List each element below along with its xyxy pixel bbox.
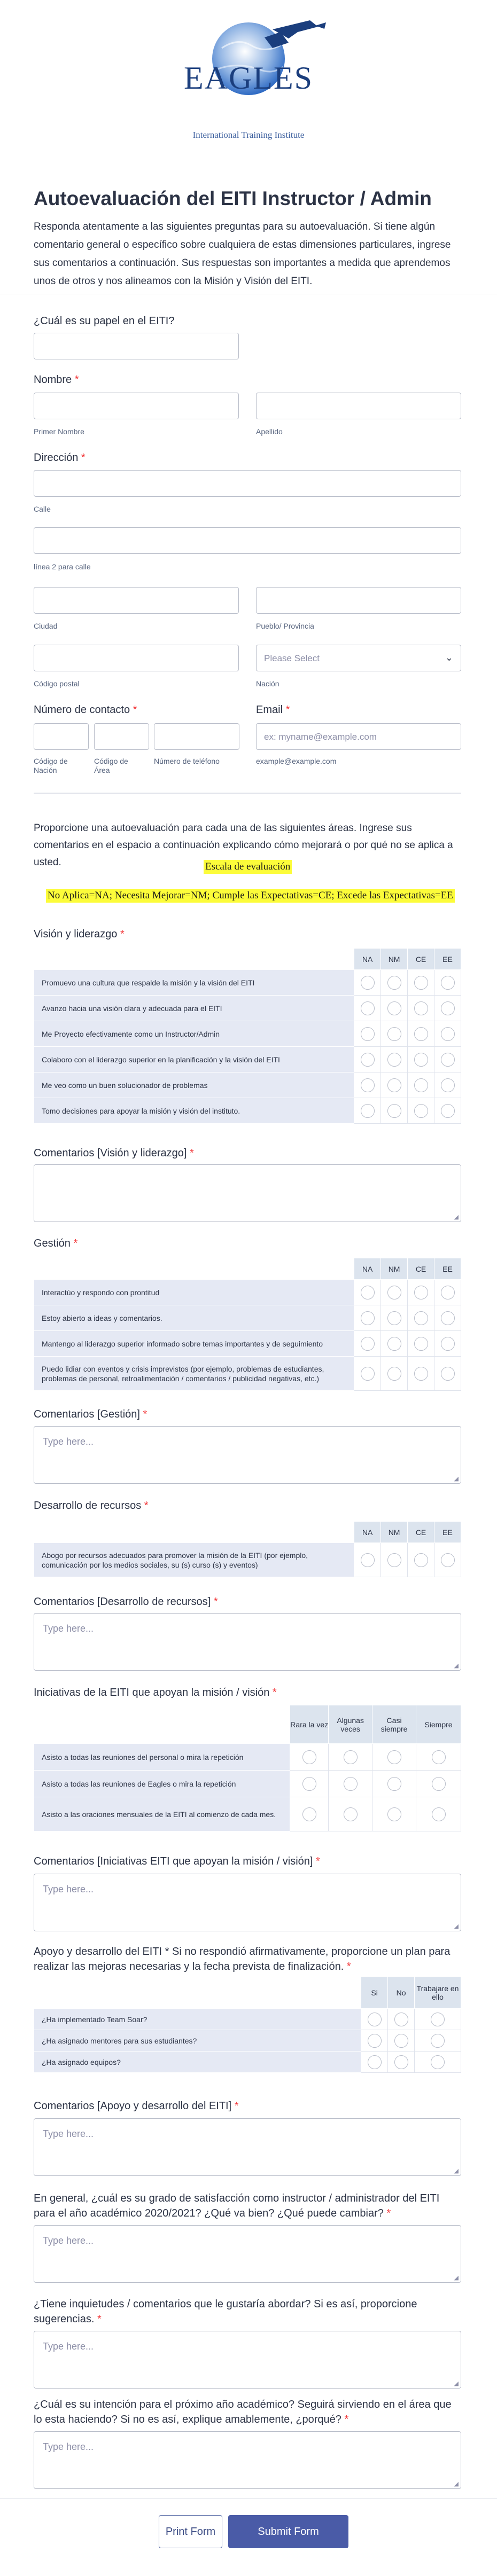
radio-rara-vez[interactable]: [302, 1750, 316, 1764]
matrix-row: [34, 1357, 461, 1391]
radio-ee[interactable]: [441, 1286, 455, 1299]
col-header: NA: [354, 949, 381, 970]
row-label: Abogo por recursos adecuados para promover la misión de la EITI (por ejemplo, comunicación por los medios sociales, su (s) curso (s) y eventos): [34, 1543, 354, 1577]
vision-matrix: [34, 948, 461, 1124]
iniciativas-label: Iniciativas de la EITI que apoyan la misión / visión *: [34, 1687, 277, 1698]
postal-input[interactable]: [34, 645, 239, 671]
radio-algunas-veces[interactable]: [344, 1777, 358, 1791]
gestion-comment-textarea[interactable]: [34, 1426, 461, 1484]
radio-rara-vez[interactable]: [302, 1807, 316, 1821]
recursos-comment-textarea[interactable]: [34, 1613, 461, 1671]
radio-nm[interactable]: [387, 1053, 401, 1067]
eagles-logo: [158, 16, 339, 150]
row-label: Me veo como un buen solucionador de problemas: [34, 1072, 354, 1098]
postal-sublabel: Código postal: [34, 679, 80, 688]
radio-na[interactable]: [361, 1078, 375, 1092]
radio-ce[interactable]: [414, 1027, 428, 1041]
email-input[interactable]: [256, 723, 461, 750]
radio-siempre[interactable]: [432, 1777, 446, 1791]
last-name-sublabel: Apellido: [256, 427, 283, 436]
resize-handle-icon[interactable]: ◢: [454, 1476, 459, 1482]
resize-handle-icon[interactable]: ◢: [454, 2481, 459, 2487]
radio-nm[interactable]: [387, 976, 401, 990]
row-label: Asisto a todas las reuniones del personal o mira la repetición: [34, 1744, 290, 1771]
logo-wordmark: EAGLES: [184, 60, 313, 96]
iniciativas-comment-textarea[interactable]: [34, 1874, 461, 1931]
radio-siempre[interactable]: [432, 1750, 446, 1764]
radio-ce[interactable]: [414, 1337, 428, 1351]
intencion-label: ¿Cuál es su intención para el próximo año académico? Seguirá sirviendo en el área que lo esta haciendo? Si no es así, explique amablemente, ¿porqué? *: [34, 2399, 452, 2425]
matrix-row: [34, 1771, 461, 1797]
section-divider: [34, 793, 461, 794]
iniciativas-comment-label: Comentarios [Iniciativas EITI que apoyan la misión / visión] *: [34, 1855, 320, 1867]
resize-handle-icon[interactable]: ◢: [454, 1923, 459, 1930]
row-label: Estoy abierto a ideas y comentarios.: [34, 1305, 354, 1331]
phone-label: Número de contacto *: [34, 704, 137, 716]
resize-handle-icon[interactable]: ◢: [454, 1663, 459, 1669]
col-header: EE: [434, 1258, 461, 1280]
matrix-row: [34, 996, 461, 1021]
radio-siempre[interactable]: [432, 1807, 446, 1821]
resize-handle-icon[interactable]: ◢: [454, 2381, 459, 2387]
radio-na[interactable]: [361, 1053, 375, 1067]
radio-nm[interactable]: [387, 1027, 401, 1041]
radio-ee[interactable]: [441, 1001, 455, 1015]
page-subtitle: Responda atentamente a las siguientes preguntas para su autoevaluación. Si tiene algún comentario general o específico sobre cualquiera de estas dimensiones particulares, ingrese sus comentarios a continuación. Sus respuestas son importantes a medida que aprendemos unos de otros y nos alineamos con la Misión y Visión del EITI.: [34, 221, 451, 287]
radio-nm[interactable]: [387, 1078, 401, 1092]
radio-ce[interactable]: [414, 1053, 428, 1067]
matrix-row: [34, 1047, 461, 1072]
col-header: Trabajare en ello: [415, 1977, 461, 2009]
resize-handle-icon[interactable]: ◢: [454, 1214, 459, 1220]
recursos-matrix: [34, 1521, 461, 1577]
vision-label: Visión y liderazgo *: [34, 928, 125, 940]
state-input[interactable]: [256, 587, 461, 614]
street-sublabel: Calle: [34, 505, 51, 513]
textarea-placeholder: Type here...: [43, 2128, 94, 2139]
textarea-placeholder: Type here...: [43, 1623, 94, 1634]
matrix-row: [34, 1280, 461, 1305]
radio-casi-siempre[interactable]: [387, 1750, 401, 1764]
iniciativas-matrix: [34, 1705, 461, 1831]
col-header: No: [388, 1977, 415, 2009]
role-label: ¿Cuál es su papel en el EITI?: [34, 315, 175, 327]
textarea-placeholder: Type here...: [43, 2235, 94, 2246]
radio-si[interactable]: [368, 2034, 382, 2048]
gestion-matrix: [34, 1258, 461, 1391]
textarea-placeholder: Type here...: [43, 2441, 94, 2452]
radio-nm[interactable]: [387, 1001, 401, 1015]
col-header: CE: [408, 1258, 434, 1280]
matrix-row: [34, 1021, 461, 1047]
radio-ce[interactable]: [414, 1367, 428, 1381]
matrix-row: [34, 1543, 461, 1577]
logo-tagline: International Training Institute: [192, 130, 305, 140]
gestion-comment-label: Comentarios [Gestión] *: [34, 1408, 147, 1420]
resize-handle-icon[interactable]: ◢: [454, 2168, 459, 2174]
radio-na[interactable]: [361, 976, 375, 990]
radio-ce[interactable]: [414, 1286, 428, 1299]
radio-algunas-veces[interactable]: [344, 1807, 358, 1821]
radio-trabajare[interactable]: [431, 2055, 445, 2069]
matrix-row: [34, 970, 461, 996]
matrix-row: [34, 2009, 461, 2030]
email-sublabel: example@example.com: [256, 757, 337, 765]
gestion-label: Gestión *: [34, 1238, 78, 1249]
country-code-input[interactable]: [34, 723, 89, 750]
area-code-sublabel: Código de Área: [94, 757, 128, 774]
radio-ee[interactable]: [441, 1553, 455, 1567]
col-header: Algunas veces: [329, 1705, 372, 1744]
col-header: Si: [361, 1977, 388, 2009]
col-header: Rara la vez: [290, 1705, 329, 1744]
radio-algunas-veces[interactable]: [344, 1750, 358, 1764]
radio-ee[interactable]: [441, 1053, 455, 1067]
row-label: Puedo lidiar con eventos y crisis imprevistos (por ejemplo, problemas de estudiantes, problemas de personal, retroalimentación / comentarios / publicidad negativas, etc.): [34, 1357, 354, 1391]
radio-na[interactable]: [361, 1337, 375, 1351]
satisfaccion-label: En general, ¿cuál es su grado de satisfacción como instructor / administrador del EITI para el año académico 2020/2021? ¿Qué va bien? ¿Qué puede cambiar? *: [34, 2193, 440, 2219]
recursos-comment-label: Comentarios [Desarrollo de recursos] *: [34, 1596, 218, 1608]
radio-nm[interactable]: [387, 1311, 401, 1325]
radio-no[interactable]: [394, 2013, 408, 2026]
col-header: EE: [434, 1522, 461, 1543]
radio-na[interactable]: [361, 1553, 375, 1567]
street-input[interactable]: [34, 470, 461, 497]
row-label: ¿Ha asignado equipos?: [34, 2052, 361, 2073]
radio-no[interactable]: [394, 2055, 408, 2069]
radio-ee[interactable]: [441, 1104, 455, 1118]
country-code-sublabel: Código de Nación: [34, 757, 68, 774]
radio-nm[interactable]: [387, 1104, 401, 1118]
row-label: Colaboro con el liderazgo superior en la planificación y la visión del EITI: [34, 1047, 354, 1072]
email-placeholder: ex: myname@example.com: [264, 732, 377, 742]
first-name-input[interactable]: [34, 393, 239, 419]
matrix-row: [34, 1744, 461, 1771]
resize-handle-icon[interactable]: ◢: [454, 2275, 459, 2281]
col-header: NM: [381, 949, 408, 970]
row-label: Interactúo y respondo con prontitud: [34, 1280, 354, 1305]
col-header: Casi siempre: [372, 1705, 416, 1744]
radio-ce[interactable]: [414, 1001, 428, 1015]
radio-nm[interactable]: [387, 1367, 401, 1381]
phone-number-sublabel: Número de teléfono: [154, 757, 220, 765]
col-header: NM: [381, 1522, 408, 1543]
col-header: EE: [434, 949, 461, 970]
col-header: NA: [354, 1258, 381, 1280]
row-label: Mantengo al liderazgo superior informado sobre temas importantes y de seguimiento: [34, 1331, 354, 1357]
radio-ce[interactable]: [414, 1104, 428, 1118]
radio-ee[interactable]: [441, 1027, 455, 1041]
city-sublabel: Ciudad: [34, 622, 58, 630]
country-select[interactable]: [256, 645, 461, 671]
street2-input[interactable]: [34, 527, 461, 554]
radio-ce[interactable]: [414, 1078, 428, 1092]
row-label: Me Proyecto efectivamente como un Instructor/Admin: [34, 1021, 354, 1047]
radio-ee[interactable]: [441, 1337, 455, 1351]
col-header: CE: [408, 1522, 434, 1543]
radio-nm[interactable]: [387, 1286, 401, 1299]
row-label: Tomo decisiones para apoyar la misión y visión del instituto.: [34, 1098, 354, 1124]
evaluation-instructions: Proporcione una autoevaluación para cada una de las siguientes áreas. Ingrese sus comentarios en el espacio a continuación explicando cómo mejorará o por qué no se aplica a usted.: [34, 823, 453, 868]
col-header: NA: [354, 1522, 381, 1543]
apoyo-matrix: [34, 1976, 461, 2073]
state-sublabel: Pueblo/ Provincia: [256, 622, 314, 630]
textarea-placeholder: Type here...: [43, 1436, 94, 1447]
intencion-textarea[interactable]: [34, 2431, 461, 2489]
last-name-input[interactable]: [256, 393, 461, 419]
row-label: ¿Ha implementado Team Soar?: [34, 2009, 361, 2030]
matrix-row: [34, 1305, 461, 1331]
radio-ce[interactable]: [414, 1311, 428, 1325]
submit-form-button[interactable]: Submit Form: [228, 2515, 348, 2548]
radio-na[interactable]: [361, 1027, 375, 1041]
radio-na[interactable]: [361, 1286, 375, 1299]
footer-divider: [0, 2498, 497, 2499]
textarea-placeholder: Type here...: [43, 2341, 94, 2352]
apoyo-comment-label: Comentarios [Apoyo y desarrollo del EITI] *: [34, 2100, 239, 2112]
textarea-placeholder: Type here...: [43, 1884, 94, 1894]
row-label: Avanzo hacia una visión clara y adecuada para el EITI: [34, 996, 354, 1021]
radio-ee[interactable]: [441, 1311, 455, 1325]
radio-na[interactable]: [361, 1001, 375, 1015]
scale-title: Escala de evaluación: [204, 860, 292, 874]
first-name-sublabel: Primer Nombre: [34, 427, 84, 436]
address-label: Dirección *: [34, 452, 86, 464]
print-form-button[interactable]: Print Form: [159, 2515, 222, 2548]
recursos-label: Desarrollo de recursos *: [34, 1500, 149, 1512]
matrix-row: [34, 1072, 461, 1098]
radio-casi-siempre[interactable]: [387, 1807, 401, 1821]
vision-comment-textarea[interactable]: [34, 1164, 461, 1222]
col-header: NM: [381, 1258, 408, 1280]
row-label: ¿Ha asignado mentores para sus estudiantes?: [34, 2030, 361, 2052]
radio-ee[interactable]: [441, 976, 455, 990]
radio-ce[interactable]: [414, 976, 428, 990]
email-label: Email *: [256, 704, 290, 716]
chevron-down-icon: ⌄: [445, 652, 453, 663]
phone-number-input[interactable]: [154, 723, 239, 750]
scale-legend: No Aplica=NA; Necesita Mejorar=NM; Cumple las Expectativas=CE; Excede las Expectativas=EE: [46, 889, 455, 903]
radio-nm[interactable]: [387, 1337, 401, 1351]
street2-sublabel: línea 2 para calle: [34, 562, 91, 571]
matrix-row: [34, 1797, 461, 1831]
radio-trabajare[interactable]: [431, 2034, 445, 2048]
radio-ce[interactable]: [414, 1553, 428, 1567]
col-header: CE: [408, 949, 434, 970]
inquietudes-textarea[interactable]: [34, 2331, 461, 2389]
apoyo-label: Apoyo y desarrollo del EITI * Si no respondió afirmativamente, proporcione un plan para realizar las mejoras necesarias y la fecha prevista de finalización. *: [34, 1946, 451, 1972]
page-title: Autoevaluación del EITI Instructor / Admin: [34, 187, 432, 209]
radio-casi-siempre[interactable]: [387, 1777, 401, 1791]
radio-no[interactable]: [394, 2034, 408, 2048]
radio-ee[interactable]: [441, 1367, 455, 1381]
country-select-value: Please Select: [264, 653, 320, 663]
apoyo-comment-textarea[interactable]: [34, 2118, 461, 2176]
row-label: Asisto a las oraciones mensuales de la EITI al comienzo de cada mes.: [34, 1797, 290, 1831]
row-label: Asisto a todas las reuniones de Eagles o mira la repetición: [34, 1771, 290, 1797]
vision-comment-label: Comentarios [Visión y liderazgo] *: [34, 1147, 194, 1159]
matrix-row: [34, 2052, 461, 2073]
radio-si[interactable]: [368, 2055, 382, 2069]
radio-si[interactable]: [368, 2013, 382, 2026]
row-label: Promuevo una cultura que respalde la misión y la visión del EITI: [34, 970, 354, 996]
radio-nm[interactable]: [387, 1553, 401, 1567]
radio-na[interactable]: [361, 1104, 375, 1118]
matrix-row: [34, 1331, 461, 1357]
inquietudes-label: ¿Tiene inquietudes / comentarios que le gustaría abordar? Si es así, proporcione sugerencias. *: [34, 2298, 417, 2325]
radio-na[interactable]: [361, 1311, 375, 1325]
city-input[interactable]: [34, 587, 239, 614]
matrix-row: [34, 2030, 461, 2052]
matrix-row: [34, 1098, 461, 1124]
radio-na[interactable]: [361, 1367, 375, 1381]
radio-rara-vez[interactable]: [302, 1777, 316, 1791]
col-header: Siempre: [416, 1705, 461, 1744]
radio-trabajare[interactable]: [431, 2013, 445, 2026]
role-input[interactable]: [34, 333, 239, 359]
radio-ee[interactable]: [441, 1078, 455, 1092]
country-sublabel: Nación: [256, 679, 279, 688]
area-code-input[interactable]: [94, 723, 149, 750]
name-label: Nombre *: [34, 374, 79, 386]
satisfaccion-textarea[interactable]: [34, 2225, 461, 2283]
